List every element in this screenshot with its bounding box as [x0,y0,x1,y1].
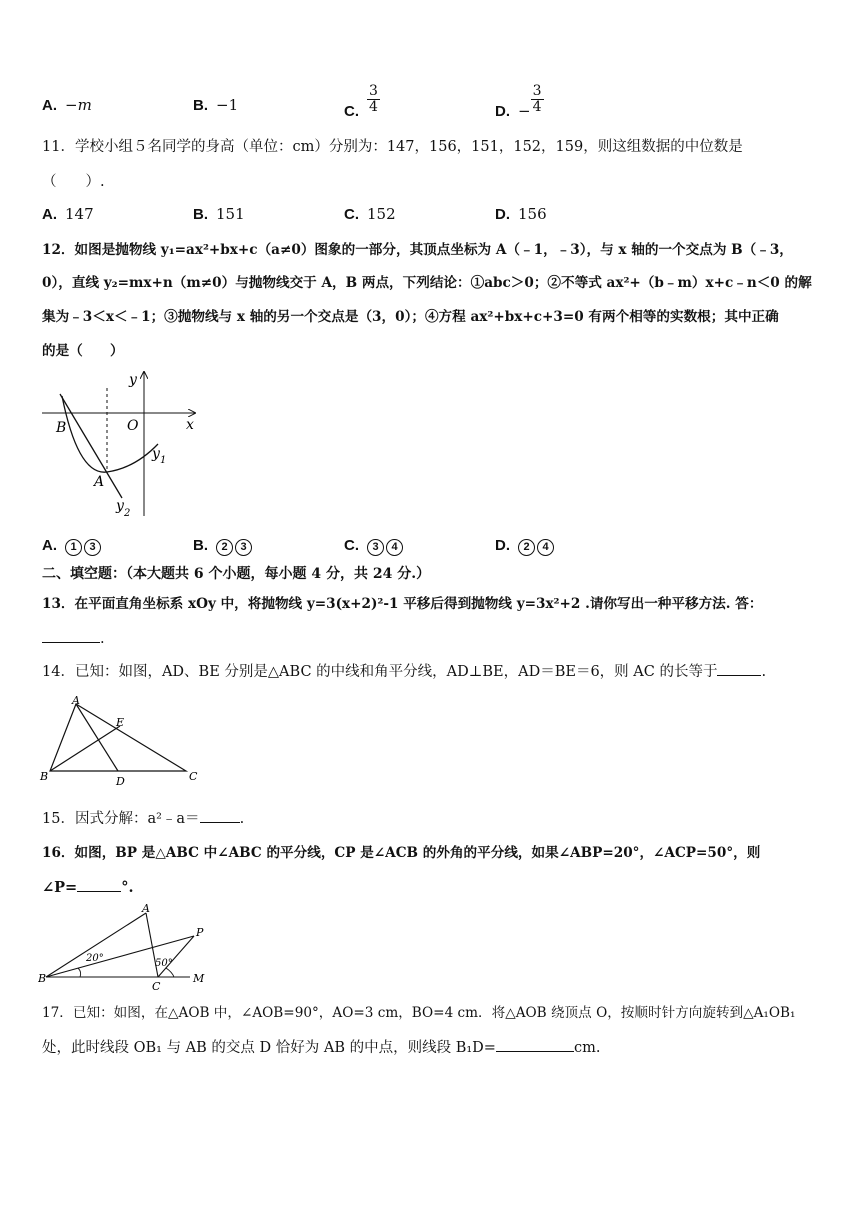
q11-text-line2: （ ）. [42,174,105,190]
q17-answer-blank [496,1037,574,1052]
q11-option-b: B. 151 [193,205,245,223]
q12-text-line1: 12．如图是抛物线 y₁=ax²+bx+c（a≠0）图象的一部分，其顶点坐标为 A（﹣1，﹣3），与 x 轴的一个交点为 B（﹣3， [42,242,793,258]
label-c: C [189,770,198,783]
label-a: A [142,902,150,915]
q16-text-line1: 16．如图，BP 是△ABC 中∠ABC 的平分线，CP 是∠ACB 的外角的平分线，如果∠ABP=20°，∠ACP=50°，则 [42,845,761,861]
label-x: x [186,417,194,433]
q12-parabola-figure [40,366,205,521]
label-o: O [127,418,139,434]
q11-option-d: D. 156 [495,205,547,223]
bisector-bp [46,936,194,977]
q13-answer-line: . [42,628,105,649]
label-b: B [40,770,49,783]
q11-text-line1: 11．学校小组５名同学的身高（单位：cm）分别为：147，156，151，152，159，则这组数据的中位数是 [42,139,743,155]
q15-text: 15．因式分解：a²﹣a＝ . [42,808,244,829]
q16-triangle-figure [38,902,218,994]
q17-text-line1: 17．已知：如图，在△AOB 中，∠AOB=90°，AO=3 cm，BO=4 cm．将△AOB 绕顶点 O，按顺时针方向旋转到△A₁OB₁ [42,1005,796,1021]
q12-text-line4: 的是（ ） [42,343,124,359]
q17-text-line2: 处，此时线段 OB₁ 与 AB 的交点 D 恰好为 AB 的中点，则线段 B₁D= cm. [42,1037,600,1058]
q12-option-b: B. 2 3 [193,536,254,556]
q16-text-line2: ∠P= °. [42,879,134,896]
q11-option-c: C. 152 [344,205,396,223]
q11-option-a: A. 147 [42,205,94,223]
label-y1-sub: 1 [160,455,167,466]
label-angle-50: 50° [155,958,173,969]
bisector-cp [158,936,194,977]
label-y2: y [116,498,124,514]
label-y2-sub: 2 [124,508,131,519]
label-m: M [193,972,205,985]
label-c: C [152,980,161,993]
q12-option-d: D. 2 4 [495,536,556,556]
label-angle-20: 20° [86,953,104,964]
angle-arc-abp [78,968,81,977]
bisector-be [50,726,120,771]
q10-option-c: C. $\frac{3}{4}$ [344,83,378,120]
q12-option-c: C. 3 4 [344,536,405,556]
label-d: D [116,775,125,786]
q13-answer-blank [42,628,100,643]
q12-text-line2: 0），直线 y₂=mx+n（m≠0）与抛物线交于 A，B 两点，下列结论：①abc＞0；②不等式 ax²+（b﹣m）x+c﹣n＜0 的解 [42,275,812,291]
q10-option-d: D. − $\frac{3}{4}$ [495,83,542,120]
label-a: A [72,694,80,707]
q14-text: 14．已知：如图，AD、BE 分别是△ABC 的中线和角平分线，AD⊥BE，AD＝BE＝6，则 AC 的长等于 . [42,661,766,682]
q10-option-a: A. −m [42,96,92,114]
q12-option-a: A. 1 3 [42,536,103,556]
q14-answer-blank [717,661,761,676]
label-b: B [56,420,67,436]
label-y: y [129,372,137,388]
label-p: P [196,926,204,939]
q15-answer-blank [200,808,240,823]
q13-text-line1: 13．在平面直角坐标系 xOy 中，将抛物线 y=3(x+2)²-1 平移后得到抛物线 y=3x²+2 .请你写出一种平移方法. 答： [42,596,763,612]
section-heading: 二、填空题：（本大题共 6 个小题，每小题 4 分，共 24 分.） [42,566,431,582]
q16-answer-blank [77,877,121,892]
q14-triangle-figure [38,694,203,786]
side-ba [46,913,146,977]
median-ad [76,704,118,771]
label-y1: y [152,446,160,462]
q12-text-line3: 集为﹣3＜x＜﹣1；③抛物线与 x 轴的另一个交点是（3，0）；④方程 ax²+bx+c+3=0 有两个相等的实数根；其中正确 [42,309,779,325]
label-a: A [94,474,105,490]
label-b: B [38,972,47,985]
line-y2 [60,394,122,498]
label-e: E [116,716,125,729]
q10-option-b: B. −1 [193,96,239,114]
triangle-abc [50,704,186,771]
angle-arc-acp [166,968,174,977]
